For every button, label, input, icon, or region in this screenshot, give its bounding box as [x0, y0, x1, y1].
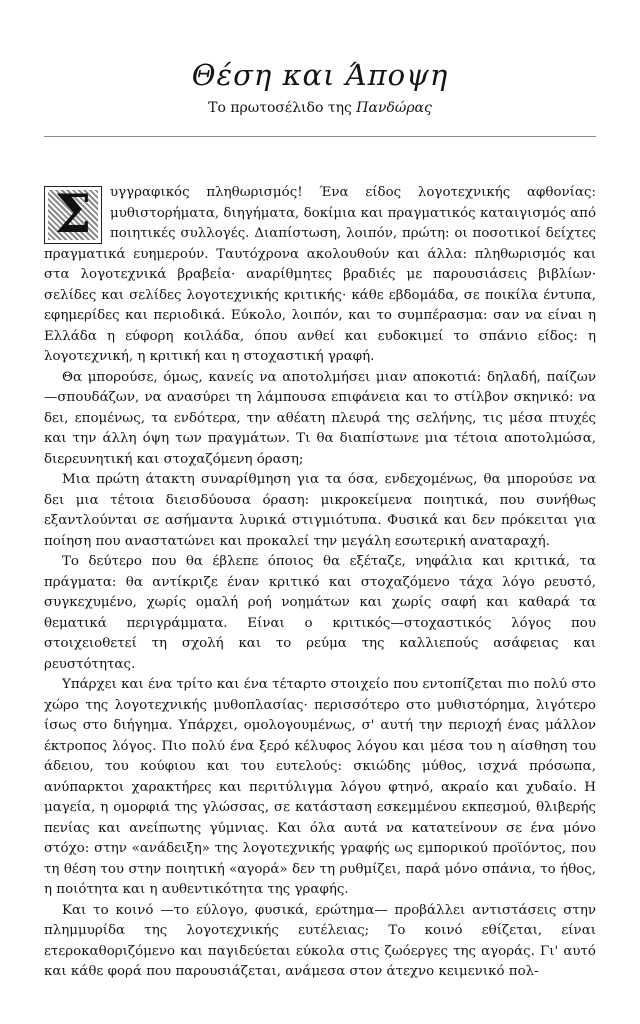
subtitle-publication-name: Πανδώρας — [356, 100, 432, 116]
document-page — [44, 58, 596, 983]
page-subtitle — [44, 98, 596, 118]
article-paragraph-6: Και το κοινό —το εύλογο, φυσικά, ερώτημα— προβάλλει αντιστάσεις στην πλημμυρίδα της λογοτεχνικής ευτέλειας; Το κοινό εθίζεται, είναι ετεροκαθοριζόμενο και παγιδεύεται εύκολα στις ζωόεργες της αγοράς. Γι' αυτό και κάθε φορά που παρουσιάζεται, ανάμεσα στον άτεχνο κειμενικό πολ- — [44, 902, 596, 979]
ornamental-dropcap — [44, 186, 102, 244]
article-body — [44, 183, 596, 983]
article-paragraph-5: Υπάρχει και ένα τρίτο και ένα τέταρτο στοιχείο που εντοπίζεται πιο πολύ στο χώρο της λογοτεχνικής μυθοπλασίας· περισσότερο στο μυθιστόρημα, λιγότερο ίσως στο διήγημα. Υπάρχει, ομολογουμένως, σ' αυτή την περιοχή ένας μάλλον έκτροπος λόγος. Πιο πολύ ένα ξερό κέλυφος λόγου και μέσα του η αίσθηση του άδειου, του κούφιου και του ευτελούς: σκιώδης μύθος, ισχνά πρόσωπα, ανύπαρκτοι χαρακτήρες και περιτύλιγμα λόγου φτηνό, ακραίο και χυδαίο. Η μαγεία, η ομορφιά της γλώσσας, σε κατάσταση εσκεμμένου εκπεσμού, θλιβερής πενίας και ανείπωτης γύμνιας. Και όλα αυτά να κατατείνουν σε ένα μόνο στόχο: στην «ανάδειξη» της λογοτεχνικής γραφής ως εμπορικού προϊόντος, που τη θέση του στην ποιητική «αγορά» δεν τη ρυθμίζει, παρά μόνο σπάνια, το ήθος, η ποιότητα και η αυθεντικότητα της γραφής. — [44, 677, 596, 897]
dropcap-letter: Σ — [54, 184, 92, 245]
article-paragraph-3: Μια πρώτη άτακτη συναρίθμηση για τα όσα, ενδεχομένως, θα μπορούσε να δει μια τέτοια διεισδύουσα όραση: μικροκείμενα ποιητικά, που συνήθως εξαντλούνται σε ασήμαντα λυρικά στιγμιότυπα. Φυσικά και δεν πρόκειται για ποίηση που αναστατώνει και προκαλεί την μεγάλη εσωτερική αναταραχή. — [44, 472, 596, 549]
header-divider — [44, 136, 596, 137]
paragraph-text: υγγραφικός πληθωρισμός! Ένα είδος λογοτεχνικής αφθονίας: μυθιστορήματα, διηγήματα, δοκίμια και πραγματικός καταιγισμός από ποιητικές συλλογές. Διαπίστωση, λοιπόν, πρώτη: οι ποσοτικοί δείχτες πραγματικά ευημερούν. Ταυτόχρονα ακολουθούν και άλλα: πληθωρισμός και στα λογοτεχνικά βραβεία· αναρίθμητες βραδιές με παρουσιάσεις βιβλίων· σελίδες και σελίδες λογοτεχνικής κριτικής· κάθε εβδομάδα, σε ποικίλα έντυπα, εφημερίδες και περιοδικά. Εύκολο, λοιπόν, και το συμπέρασμα: σαν να είναι η Ελλάδα η εύφορη κοιλάδα, όπου ανθεί και ευδοκιμεί το σπάνιο είδος: η λογοτεχνική, η κριτική και η στοχαστική γραφή. — [44, 185, 596, 364]
article-paragraph-1 — [44, 183, 596, 368]
article-paragraph-2: Θα μπορούσε, όμως, κανείς να αποτολμήσει μιαν αποκοτιά: δηλαδή, παίζων—σπουδάζων, να ανασύρει τη λάμπουσα επιφάνεια και το στίλβον σκηνικό: να δει, επομένως, τα ενδότερα, την αθέατη πλευρά της σελήνης, τις μέσα πτυχές και την άλλη όψη των πραγμάτων. Τι θα διαπίστωνε μια τέτοια αποτολμώσα, διερευνητική και στοχαζόμενη όραση; — [44, 369, 596, 467]
article-paragraph-4: Το δεύτερο που θα έβλεπε όποιος θα εξέταζε, νηφάλια και κριτικά, τα πράγματα: θα αντίκριζε έναν κριτικό και στοχαζόμενο τάχα λόγο ρευστό, συγκεχυμένο, χωρίς ομαλή ροή νοημάτων και χωρίς σαφή και καθαρά τα θεματικά περιγράμματα. Είναι ο κριτικός—στοχαστικός λόγος που στοιχειοθετεί τη σχολή και το ρεύμα της καλλιεπούς ασάφειας και ρευστότητας. — [44, 554, 596, 672]
page-title: Θέση και Άποψη — [191, 58, 449, 92]
subtitle-prefix: Το πρωτοσέλιδο της — [208, 100, 352, 116]
